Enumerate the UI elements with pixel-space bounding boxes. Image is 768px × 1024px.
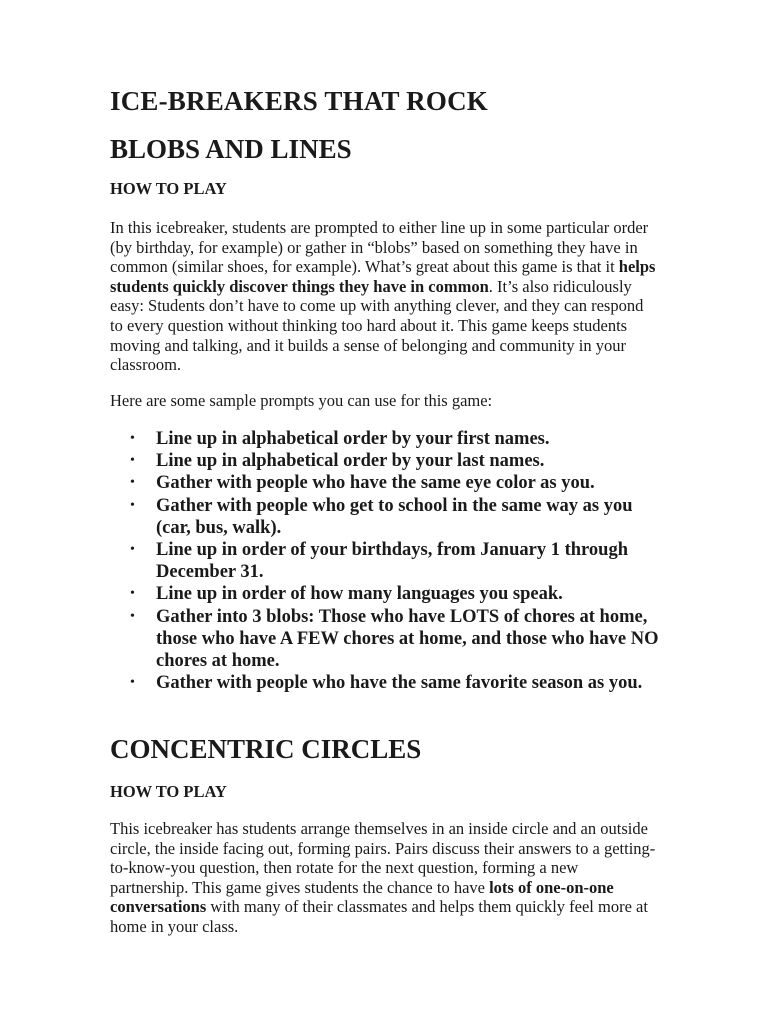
section-heading-concentric-circles: CONCENTRIC CIRCLES xyxy=(110,734,422,764)
intro-text-part-2: . It’s also ridiculously easy: Students don’t have to come up with anything clever, and they can respond to every question without thinking too hard about it. This game keeps students moving and talking, and it builds a sense of belonging and community in your classroom. xyxy=(110,276,644,375)
circles-text-part-2: with many of their classmates and helps them quickly feel more at home in your class. xyxy=(110,897,648,936)
list-item xyxy=(110,672,660,694)
list-item xyxy=(110,472,660,494)
blobs-intro-paragraph xyxy=(110,218,660,375)
prompt-text: Line up in alphabetical order by your first names. xyxy=(156,429,550,449)
prompts-intro-paragraph: Here are some sample prompts you can use for this game: xyxy=(110,391,493,410)
prompt-text: Gather with people who have the same eye color as you. xyxy=(156,473,595,494)
bullet-icon: • xyxy=(130,586,135,602)
bullet-icon: • xyxy=(130,431,135,446)
prompt-text: Line up in order of your birthdays, from January 1 through December 31. xyxy=(156,540,628,583)
circles-text-part-1: This icebreaker has students arrange themselves in an inside circle and an outside circle, the inside facing out, forming pairs. Pairs discuss their answers to a getting-to-know-you question, then rotate for the next question, forming a new partnership. This game gives students the chance to have xyxy=(110,819,656,897)
prompt-text: Line up in order of how many languages you speak. xyxy=(156,584,563,605)
list-item xyxy=(110,428,660,450)
bullet-icon: • xyxy=(130,475,135,491)
section-heading-blobs-and-lines: BLOBS AND LINES xyxy=(110,134,352,164)
intro-text-part-1: In this icebreaker, students are prompted to either line up in some particular order (by birthday, for example) or gather in “blobs” based on something they have in common (similar shoes, for example). What’s great about this game is that it xyxy=(110,218,649,277)
list-item xyxy=(110,539,660,583)
circles-bold-text: lots of one-on-one conversations xyxy=(110,877,614,917)
prompt-text: Line up in alphabetical order by your last names. xyxy=(156,451,545,472)
bullet-icon: • xyxy=(130,608,135,624)
prompt-text: Gather into 3 blobs: Those who have LOTS of chores at home, those who have A FEW chores at home, and those who have NO chores at home. xyxy=(156,606,659,672)
sample-prompts-list xyxy=(110,428,660,694)
page-title: ICE-BREAKERS THAT ROCK xyxy=(110,86,488,116)
list-item xyxy=(110,450,660,472)
list-item xyxy=(110,583,660,605)
bullet-icon: • xyxy=(130,542,135,558)
list-item xyxy=(110,606,660,673)
bullet-icon: • xyxy=(130,675,135,691)
prompt-text: Gather with people who get to school in the same way as you (car, bus, walk). xyxy=(156,495,633,538)
bullet-icon: • xyxy=(130,453,135,469)
list-item xyxy=(110,495,660,539)
how-to-play-heading: HOW TO PLAY xyxy=(110,179,227,198)
prompt-text: Gather with people who have the same favorite season as you. xyxy=(156,673,643,694)
how-to-play-heading: HOW TO PLAY xyxy=(110,782,227,801)
concentric-circles-paragraph xyxy=(110,819,660,937)
intro-bold-text: helps students quickly discover things they have in common xyxy=(110,257,656,296)
bullet-icon: • xyxy=(130,497,135,513)
